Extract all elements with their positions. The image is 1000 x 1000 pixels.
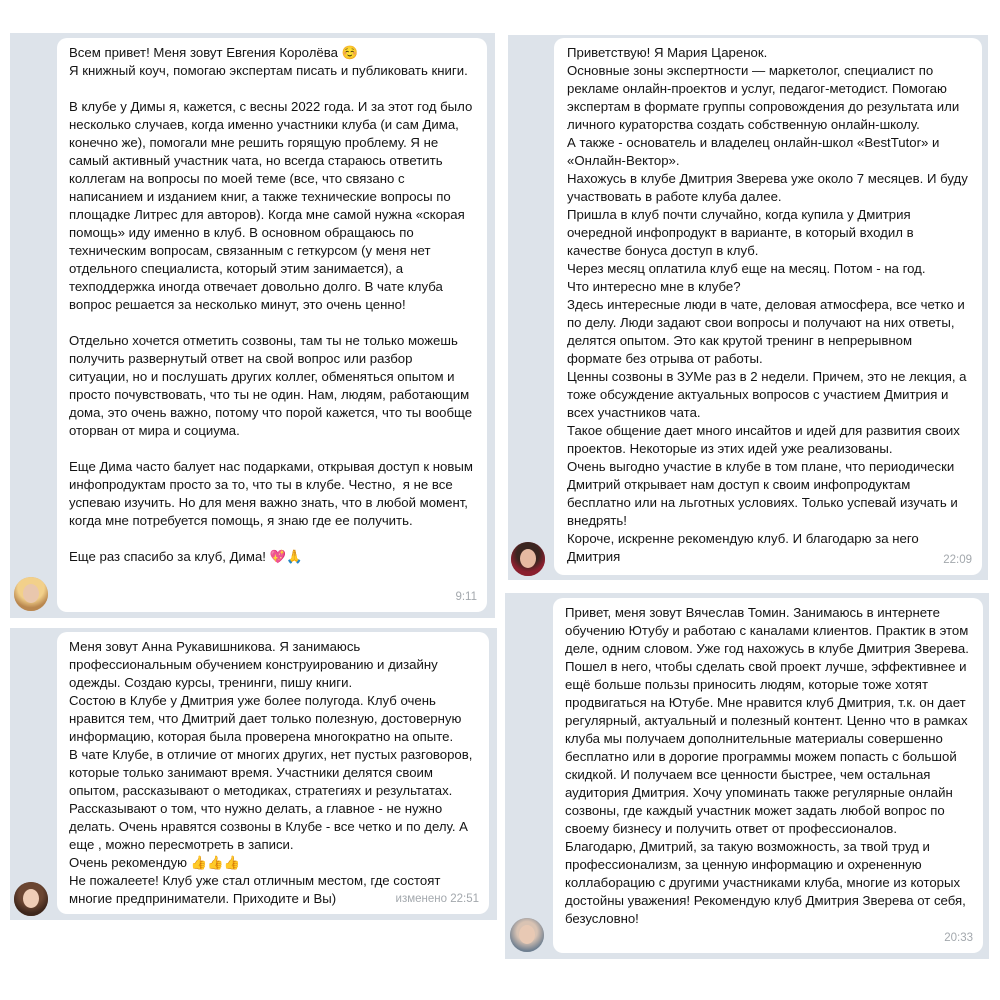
message-time: изменено 22:51 [395,893,479,905]
avatar[interactable] [510,918,544,952]
avatar[interactable] [14,882,48,916]
message-bubble-4[interactable] [553,598,983,953]
message-time: 20:33 [944,932,973,944]
message-bubble-1[interactable] [57,38,487,612]
message-time: 22:09 [943,554,972,566]
message-bubble-3[interactable] [57,632,489,914]
message-text: Привет, меня зовут Вячеслав Томин. Занимаюсь в интернете обучению Ютубу и работаю с каналами клиентов. Практик в этом деле, одним словом. Уже год нахожусь в клубе Дмитрия Зверева. Пошел в него, чтобы сделать свой проект лучше, эффективнее и ещё больше пользы приносить людям, которые тоже хотят продвигаться на Ютубе. Мне нравится клуб Дмитрия, т.к. он дает регулярный, актуальный и полезный контент. Ценно что в рамках клуба мы получаем дополнительные материалы совершенно бесплатно или в дорогие программы можем попасть с большой скидкой. И получаем все ценности быстрее, чем остальная аудитория Дмитрия. Хочу упоминать также регулярные онлайн созвоны, где каждый участник может задать любой вопрос по своему бизнесу и получить ответ от профессионалов. Благодарю, Дмитрий, за такую возможность, за твой труд и профессионализм, за ценную информацию и охрененную коллаборацию с другими участниками клуба, многие из которых достойны уважения! Рекомендую клуб Дмитрия Зверева от себя, безусловно! [565,605,973,926]
message-time: 9:11 [455,591,477,603]
message-bubble-2[interactable] [554,38,982,575]
message-text: Приветствую! Я Мария Царенок. Основные зоны экспертности — маркетолог, специалист по рекламе онлайн-проектов и услуг, педагог-методист. Помогаю экспертам в формате группы сопровождения до результата или личного кураторства создать собственную онлайн-школу. А также - основатель и владелец онлайн-школ «BestTutor» и «Онлайн-Вектор». Нахожусь в клубе Дмитрия Зверева уже около 7 месяцев. И буду участвовать в работе клуба далее. Пришла в клуб почти случайно, когда купила у Дмитрия очередной инфопродукт в варианте, в который входил в качестве бонуса доступ в клуб. Через месяц оплатила клуб еще на месяц. Потом - на год. Что интересно мне в клубе? Здесь интересные люди в чате, деловая атмосфера, все четко и по делу. Люди задают свои вопросы и получают на них ответы, делятся опытом. Это как крутой тренинг в непрерывном формате без отрыва от работы. Ценны созвоны в ЗУМе раз в 2 недели. Причем, это не лекция, а тоже обсуждение актуальных вопросов с участием Дмитрия и всех участников чата. Такое общение дает много инсайтов и идей для развития своих проектов. Некоторые из этих идей уже реализованы. Очень выгодно участие в клубе в том плане, что периодически Дмитрий открывает нам доступ к своим инфопродуктам бесплатно или на льготных условиях. Только успевай изучать и внедрять! Короче, искренне рекомендую клуб. И благодарю за него Дмитрия [567,45,968,564]
avatar[interactable] [511,542,545,576]
message-text: Всем привет! Меня зовут Евгения Королёва ☺️ Я книжный коуч, помогаю экспертам писать и публиковать книги. В клубе у Димы я, кажется, с весны 2022 года. И за этот год было несколько случаев, когда именно участники клуба (и сам Дима, конечно же), помогали мне решить горящую проблему. Я не самый активный участник чата, но всегда стараюсь ответить коллегам на вопросы по моей теме (все, что связано с написанием и изданием книг, а также технические вопросы по площадке Литрес для авторов). Когда мне самой нужна «скорая помощь» иду именно в клуб. В основном обращаюсь по техническим вопросам, связанным с геткурсом (у меня нет отдельного специалиста, который этим занимается), а техподдержка иногда отвечает довольно долго. В чате клуба вопрос решается за несколько минут, это очень ценно! Отдельно хочется отметить созвоны, там ты не только можешь получить развернутый ответ на свой вопрос или разбор ситуации, но и послушать других коллег, обменяться опытом и просто почувствовать, что ты не один. Нам, людям, работающим дома, это очень важно, потому что порой кажется, что ты вообще оторван от мира и социума. Еще Дима часто балует нас подарками, открывая доступ к новым инфопродуктам просто за то, что ты в клубе. Честно, я не все успеваю изучить. Но для меня важно знать, что в любой момент, когда мне потребуется помощь, я знаю где ее получить. Еще раз спасибо за клуб, Дима! 💖🙏 [69,45,473,564]
message-text: Меня зовут Анна Рукавишникова. Я занимаюсь профессиональным обучением конструированию и дизайну одежды. Создаю курсы, тренинги, пишу книги. Состою в Клубе у Дмитрия уже более полугода. Клуб очень нравится тем, что Дмитрий дает только полезную, достоверную информацию, которая была проверена многократно на опыте. В чате Клубе, в отличие от многих других, нет пустых разговоров, которые только занимают время. Участники делятся своим опытом, рассказывают о методиках, стратегиях и результатах. Рассказывают о том, что нужно делать, а главное - не нужно делать. Очень нравятся созвоны в Клубе - все четко и по делу. А еще , можно пересмотреть в записи. Очень рекомендую 👍👍👍 Не пожалеете! Клуб уже стал отличным местом, где состоят многие предприниматели. Приходите и Вы) [69,639,473,906]
avatar[interactable] [14,577,48,611]
